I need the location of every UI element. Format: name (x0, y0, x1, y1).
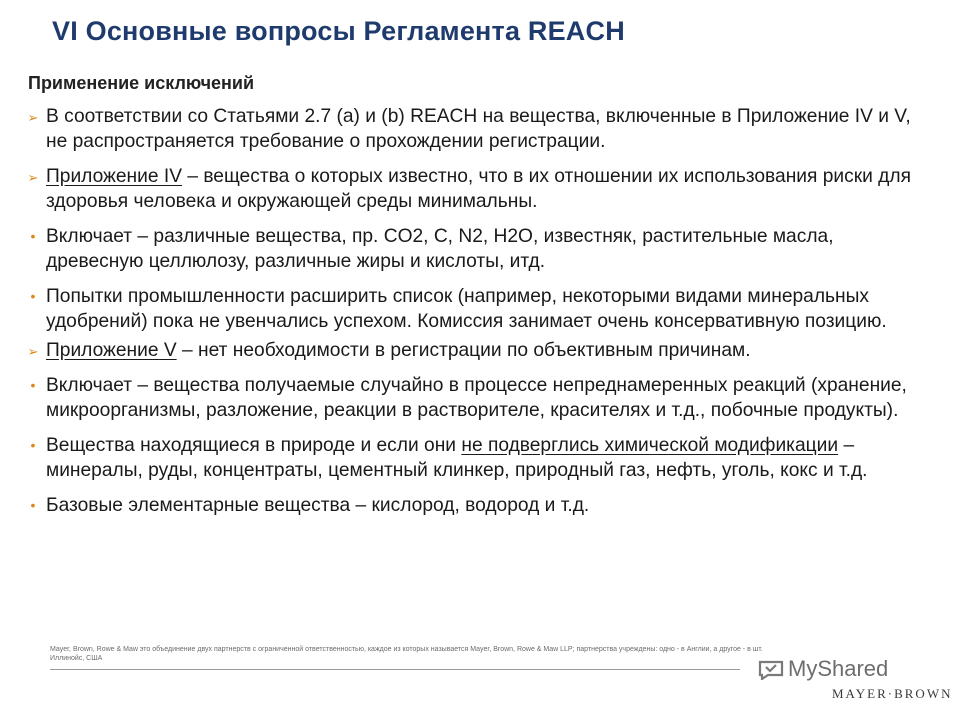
arrow-bullet-icon: ➢ (27, 110, 39, 125)
item-text: Попытки промышленности расширить список (например, некоторыми видами минеральных удобрений) пока не увенчались успехом. Комиссия занимает очень консервативную позицию. (46, 286, 887, 332)
item-text: – минералы, руды, концентраты, цементный клинкер, природный газ, нефть, уголь, кокс и т.д. (46, 435, 868, 481)
item-text: Включает – вещества получаемые случайно в процессе непреднамеренных реакций (хранение, микроорганизмы, разложение, реакции в растворителе, красителях и т.д., побочные продукты). (46, 375, 907, 421)
myshared-logo-icon (758, 658, 784, 680)
item-text: В соответствии со Статьями 2.7 (а) и (b) REACH на вещества, включенные в Приложение IV и V, не распространяется требование о прохождении регистрации. (46, 106, 911, 152)
footer-legal-note: Mayer, Brown, Rowe & Maw это объединение двух партнерств с ограниченной ответственностью, каждое из которых называется Mayer, Brown, Rowe & Maw LLP; партнерства учреждены: одно - в Англии, а другое - в шт. Иллинойс, США (50, 646, 763, 662)
arrow-bullet-icon: ➢ (27, 344, 39, 359)
slide-title: VI Основные вопросы Регламента REACH (52, 16, 625, 46)
list-item (24, 224, 924, 274)
bullet-list (24, 104, 924, 528)
list-item (24, 433, 924, 483)
dot-bullet-icon: • (30, 228, 36, 244)
list-item (24, 284, 924, 334)
list-item (24, 493, 924, 518)
list-item (24, 164, 924, 214)
item-text: – вещества о которых известно, что в их отношении их использования риски для здоровья человека и окружающей среды минимальны. (46, 166, 911, 212)
dot-bullet-icon: • (30, 377, 36, 393)
section-subtitle: Применение исключений (28, 73, 255, 93)
item-text: – нет необходимости в регистрации по объективным причинам. (176, 340, 751, 361)
item-underlined-term: Приложение IV (46, 166, 182, 187)
dot-bullet-icon: • (30, 497, 36, 513)
myshared-logo-text: MyShared (788, 656, 889, 681)
list-item (24, 104, 924, 154)
item-text: Базовые элементарные вещества – кислород, водород и т.д. (46, 495, 590, 516)
list-item (24, 338, 924, 363)
dot-bullet-icon: • (30, 437, 36, 453)
item-text: Включает – различные вещества, пр. CO2, C, N2, H2O, известняк, растительные масла, древесную целлюлозу, различные жиры и кислоты, итд. (46, 226, 834, 272)
footer-divider (50, 669, 740, 670)
dot-bullet-icon: • (30, 288, 36, 304)
arrow-bullet-icon: ➢ (27, 170, 39, 185)
mayer-brown-logo: MAYER·BROWN (832, 686, 953, 701)
item-text-before: Вещества находящиеся в природе и если они (46, 435, 462, 456)
item-underlined-term: Приложение V (46, 340, 177, 361)
item-underlined-term: не подверглись химической модификации (461, 435, 839, 456)
myshared-logo (758, 656, 888, 682)
list-item (24, 373, 924, 423)
